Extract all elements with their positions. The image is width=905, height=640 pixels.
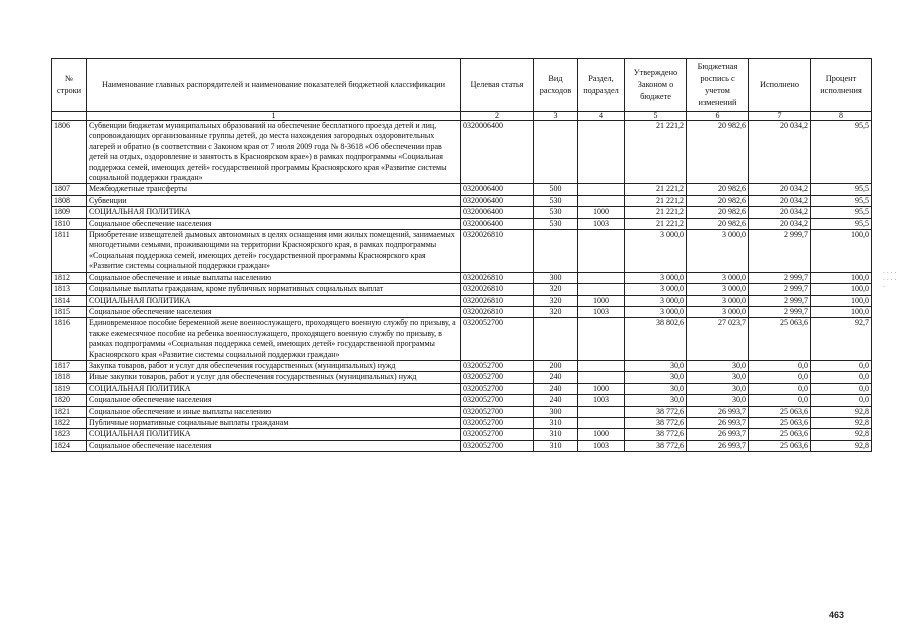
section-cell (578, 406, 625, 417)
executed-amount-cell: 25 063,6 (749, 440, 811, 451)
target-article-cell: 0320026810 (461, 230, 534, 273)
row-name-cell: Межбюджетные трансферты (87, 184, 461, 195)
approved-amount-cell: 3 000,0 (625, 306, 687, 317)
percent-cell: 0,0 (811, 395, 872, 406)
executed-amount-cell: 2 999,7 (749, 295, 811, 306)
approved-amount-cell: 3 000,0 (625, 230, 687, 273)
roster-amount-cell: 3 000,0 (687, 272, 749, 283)
row-number-cell: 1823 (52, 429, 87, 440)
percent-cell: 92,8 (811, 440, 872, 451)
percent-cell: 95,5 (811, 184, 872, 195)
percent-cell: 100,0 (811, 230, 872, 273)
roster-amount-cell: 20 982,6 (687, 218, 749, 229)
percent-cell: 100,0 (811, 295, 872, 306)
row-number-cell: 1816 (52, 318, 87, 361)
header-budget-roster: Бюджетная роспись с учетом изменений (687, 59, 749, 112)
row-name-cell: Субвенции бюджетам муниципальных образований на обеспечение бесплатного проезда детей и лиц, сопровождающих организованные группы детей, до места нахождения загородных оздоровительных лагерей и обратно (в соответствии с Законом края от 7 июля 2009 года № 8-3618 «Об обеспечении прав детей на отдых, оздоровление и занятость в Красноярском крае») в рамках подпрограммы «Социальная поддержка семей, имеющих детей» государственной программы Красноярского края «Развитие системы социальной поддержки граждан» (87, 121, 461, 184)
section-cell (578, 272, 625, 283)
row-name-cell: Социальное обеспечение населения (87, 395, 461, 406)
expense-type-cell: 320 (534, 306, 578, 317)
executed-amount-cell: 20 034,2 (749, 195, 811, 206)
column-number-row (52, 112, 872, 121)
approved-amount-cell: 3 000,0 (625, 295, 687, 306)
page-number: 463 (829, 610, 845, 620)
row-name-cell: Социальное обеспечение населения (87, 440, 461, 451)
table-row (52, 372, 872, 383)
roster-amount-cell: 20 982,6 (687, 121, 749, 184)
header-approved: Утверждено Законом о бюджете (625, 59, 687, 112)
column-number (52, 112, 87, 121)
expense-type-cell (534, 121, 578, 184)
section-cell (578, 372, 625, 383)
section-cell (578, 230, 625, 273)
expense-type-cell: 310 (534, 429, 578, 440)
column-number: 4 (578, 112, 625, 121)
budget-table (51, 58, 872, 452)
roster-amount-cell: 26 993,7 (687, 429, 749, 440)
target-article-cell: 0320052700 (461, 429, 534, 440)
target-article-cell: 0320052700 (461, 395, 534, 406)
expense-type-cell: 240 (534, 372, 578, 383)
row-number-cell: 1821 (52, 406, 87, 417)
section-cell: 1000 (578, 429, 625, 440)
approved-amount-cell: 38 772,6 (625, 440, 687, 451)
row-name-cell: СОЦИАЛЬНАЯ ПОЛИТИКА (87, 383, 461, 394)
expense-type-cell (534, 318, 578, 361)
header-target-article: Целевая статья (461, 59, 534, 112)
row-name-cell: Социальное обеспечение и иные выплаты населению (87, 272, 461, 283)
table-row (52, 295, 872, 306)
section-cell (578, 121, 625, 184)
expense-type-cell: 530 (534, 207, 578, 218)
row-number-cell: 1817 (52, 360, 87, 371)
header-name: Наименование главных распорядителей и наименование показателей бюджетной классификации (87, 59, 461, 112)
executed-amount-cell: 0,0 (749, 372, 811, 383)
expense-type-cell (534, 230, 578, 273)
table-row (52, 360, 872, 371)
section-cell (578, 360, 625, 371)
row-number-cell: 1824 (52, 440, 87, 451)
row-name-cell: Социальное обеспечение и иные выплаты населению (87, 406, 461, 417)
expense-type-cell: 310 (534, 417, 578, 428)
target-article-cell: 0320052700 (461, 440, 534, 451)
target-article-cell: 0320052700 (461, 318, 534, 361)
target-article-cell: 0320026810 (461, 272, 534, 283)
roster-amount-cell: 3 000,0 (687, 284, 749, 295)
roster-amount-cell: 20 982,6 (687, 207, 749, 218)
percent-cell: 0,0 (811, 360, 872, 371)
header-executed: Исполнено (749, 59, 811, 112)
approved-amount-cell: 30,0 (625, 372, 687, 383)
approved-amount-cell: 21 221,2 (625, 218, 687, 229)
row-name-cell: Социальное обеспечение населения (87, 306, 461, 317)
executed-amount-cell: 20 034,2 (749, 207, 811, 218)
header-row (52, 59, 872, 112)
table-row (52, 417, 872, 428)
expense-type-cell: 530 (534, 218, 578, 229)
roster-amount-cell: 20 982,6 (687, 195, 749, 206)
section-cell: 1000 (578, 207, 625, 218)
executed-amount-cell: 25 063,6 (749, 406, 811, 417)
table-row (52, 272, 872, 283)
executed-amount-cell: 25 063,6 (749, 417, 811, 428)
roster-amount-cell: 30,0 (687, 383, 749, 394)
executed-amount-cell: 20 034,2 (749, 218, 811, 229)
percent-cell: 100,0 (811, 284, 872, 295)
row-number-cell: 1819 (52, 383, 87, 394)
row-name-cell: Социальные выплаты гражданам, кроме публичных нормативных социальных выплат (87, 284, 461, 295)
approved-amount-cell: 38 802,6 (625, 318, 687, 361)
roster-amount-cell: 26 993,7 (687, 406, 749, 417)
target-article-cell: 0320006400 (461, 218, 534, 229)
percent-cell: 95,5 (811, 207, 872, 218)
roster-amount-cell: 26 993,7 (687, 417, 749, 428)
header-expense-type: Вид расходов (534, 59, 578, 112)
margin-marks: · · · · · · · · · (883, 270, 897, 291)
roster-amount-cell: 20 982,6 (687, 184, 749, 195)
executed-amount-cell: 25 063,6 (749, 429, 811, 440)
section-cell: 1003 (578, 306, 625, 317)
approved-amount-cell: 30,0 (625, 395, 687, 406)
table-row (52, 383, 872, 394)
section-cell (578, 184, 625, 195)
row-name-cell: Иные закупки товаров, работ и услуг для обеспечения государственных (муниципальных) нужд (87, 372, 461, 383)
target-article-cell: 0320026810 (461, 306, 534, 317)
row-number-cell: 1820 (52, 395, 87, 406)
column-number: 2 (461, 112, 534, 121)
executed-amount-cell: 20 034,2 (749, 184, 811, 195)
expense-type-cell: 320 (534, 284, 578, 295)
target-article-cell: 0320006400 (461, 195, 534, 206)
roster-amount-cell: 30,0 (687, 360, 749, 371)
section-cell (578, 417, 625, 428)
target-article-cell: 0320052700 (461, 417, 534, 428)
table-row (52, 218, 872, 229)
column-number: 3 (534, 112, 578, 121)
table-body (52, 121, 872, 452)
percent-cell: 100,0 (811, 306, 872, 317)
table-row (52, 184, 872, 195)
executed-amount-cell: 0,0 (749, 395, 811, 406)
table-row (52, 284, 872, 295)
executed-amount-cell: 2 999,7 (749, 230, 811, 273)
table-row (52, 318, 872, 361)
executed-amount-cell: 2 999,7 (749, 272, 811, 283)
section-cell (578, 318, 625, 361)
table-row (52, 230, 872, 273)
table-row (52, 306, 872, 317)
roster-amount-cell: 26 993,7 (687, 440, 749, 451)
executed-amount-cell: 0,0 (749, 383, 811, 394)
executed-amount-cell: 2 999,7 (749, 284, 811, 295)
row-number-cell: 1818 (52, 372, 87, 383)
section-cell (578, 284, 625, 295)
target-article-cell: 0320052700 (461, 383, 534, 394)
row-number-cell: 1810 (52, 218, 87, 229)
section-cell: 1003 (578, 218, 625, 229)
row-number-cell: 1814 (52, 295, 87, 306)
header-row-number: № строки (52, 59, 87, 112)
expense-type-cell: 310 (534, 440, 578, 451)
target-article-cell: 0320006400 (461, 184, 534, 195)
row-name-cell: Публичные нормативные социальные выплаты гражданам (87, 417, 461, 428)
row-name-cell: Субвенции (87, 195, 461, 206)
expense-type-cell: 300 (534, 272, 578, 283)
target-article-cell: 0320052700 (461, 372, 534, 383)
row-name-cell: Приобретение извещателей дымовых автономных в целях оснащения ими жилых помещений, занимаемых многодетными семьями, проживающими на территории Красноярского края, в рамках подпрограммы «Социальная поддержка семей, имеющих детей» государственной программы Красноярского края «Развитие системы социальной поддержки граждан» (87, 230, 461, 273)
percent-cell: 100,0 (811, 272, 872, 283)
target-article-cell: 0320006400 (461, 121, 534, 184)
row-number-cell: 1813 (52, 284, 87, 295)
executed-amount-cell: 25 063,6 (749, 318, 811, 361)
table-row (52, 121, 872, 184)
table-row (52, 395, 872, 406)
roster-amount-cell: 3 000,0 (687, 306, 749, 317)
approved-amount-cell: 38 772,6 (625, 429, 687, 440)
expense-type-cell: 240 (534, 383, 578, 394)
percent-cell: 95,5 (811, 218, 872, 229)
row-number-cell: 1811 (52, 230, 87, 273)
row-number-cell: 1807 (52, 184, 87, 195)
executed-amount-cell: 2 999,7 (749, 306, 811, 317)
executed-amount-cell: 20 034,2 (749, 121, 811, 184)
expense-type-cell: 320 (534, 295, 578, 306)
approved-amount-cell: 21 221,2 (625, 207, 687, 218)
row-name-cell: Закупка товаров, работ и услуг для обеспечения государственных (муниципальных) нужд (87, 360, 461, 371)
row-name-cell: СОЦИАЛЬНАЯ ПОЛИТИКА (87, 295, 461, 306)
target-article-cell: 0320052700 (461, 406, 534, 417)
row-name-cell: Социальное обеспечение населения (87, 218, 461, 229)
section-cell: 1003 (578, 440, 625, 451)
approved-amount-cell: 30,0 (625, 360, 687, 371)
column-number: 6 (687, 112, 749, 121)
section-cell: 1003 (578, 395, 625, 406)
roster-amount-cell: 3 000,0 (687, 295, 749, 306)
roster-amount-cell: 27 023,7 (687, 318, 749, 361)
approved-amount-cell: 30,0 (625, 383, 687, 394)
table-row (52, 195, 872, 206)
column-number: 8 (811, 112, 872, 121)
approved-amount-cell: 38 772,6 (625, 406, 687, 417)
approved-amount-cell: 21 221,2 (625, 121, 687, 184)
approved-amount-cell: 38 772,6 (625, 417, 687, 428)
row-number-cell: 1812 (52, 272, 87, 283)
table-row (52, 406, 872, 417)
row-number-cell: 1822 (52, 417, 87, 428)
table-row (52, 207, 872, 218)
row-number-cell: 1808 (52, 195, 87, 206)
row-name-cell: Единовременное пособие беременной жене военнослужащего, проходящего военную службу по призыву, а также ежемесячное пособие на ребенка военнослужащего, проходящего военную службу по призыву, в рамках подпрограммы «Социальная поддержка семей, имеющих детей» государственной программы Красноярского края «Развитие системы социальной поддержки граждан» (87, 318, 461, 361)
expense-type-cell: 240 (534, 395, 578, 406)
table-row (52, 440, 872, 451)
target-article-cell: 0320006400 (461, 207, 534, 218)
row-number-cell: 1809 (52, 207, 87, 218)
column-number: 5 (625, 112, 687, 121)
percent-cell: 95,5 (811, 121, 872, 184)
approved-amount-cell: 3 000,0 (625, 284, 687, 295)
section-cell (578, 195, 625, 206)
executed-amount-cell: 0,0 (749, 360, 811, 371)
percent-cell: 95,5 (811, 195, 872, 206)
percent-cell: 92,8 (811, 417, 872, 428)
header-section: Раздел, подраздел (578, 59, 625, 112)
percent-cell: 92,8 (811, 429, 872, 440)
row-name-cell: СОЦИАЛЬНАЯ ПОЛИТИКА (87, 207, 461, 218)
expense-type-cell: 200 (534, 360, 578, 371)
column-number: 1 (87, 112, 461, 121)
row-name-cell: СОЦИАЛЬНАЯ ПОЛИТИКА (87, 429, 461, 440)
header-percent: Процент исполнения (811, 59, 872, 112)
table-row (52, 429, 872, 440)
row-number-cell: 1806 (52, 121, 87, 184)
percent-cell: 0,0 (811, 372, 872, 383)
percent-cell: 0,0 (811, 383, 872, 394)
roster-amount-cell: 3 000,0 (687, 230, 749, 273)
expense-type-cell: 530 (534, 195, 578, 206)
column-number: 7 (749, 112, 811, 121)
roster-amount-cell: 30,0 (687, 395, 749, 406)
section-cell: 1000 (578, 383, 625, 394)
target-article-cell: 0320026810 (461, 295, 534, 306)
roster-amount-cell: 30,0 (687, 372, 749, 383)
approved-amount-cell: 21 221,2 (625, 195, 687, 206)
expense-type-cell: 500 (534, 184, 578, 195)
target-article-cell: 0320026810 (461, 284, 534, 295)
approved-amount-cell: 3 000,0 (625, 272, 687, 283)
approved-amount-cell: 21 221,2 (625, 184, 687, 195)
percent-cell: 92,7 (811, 318, 872, 361)
section-cell: 1000 (578, 295, 625, 306)
percent-cell: 92,8 (811, 406, 872, 417)
row-number-cell: 1815 (52, 306, 87, 317)
target-article-cell: 0320052700 (461, 360, 534, 371)
expense-type-cell: 300 (534, 406, 578, 417)
